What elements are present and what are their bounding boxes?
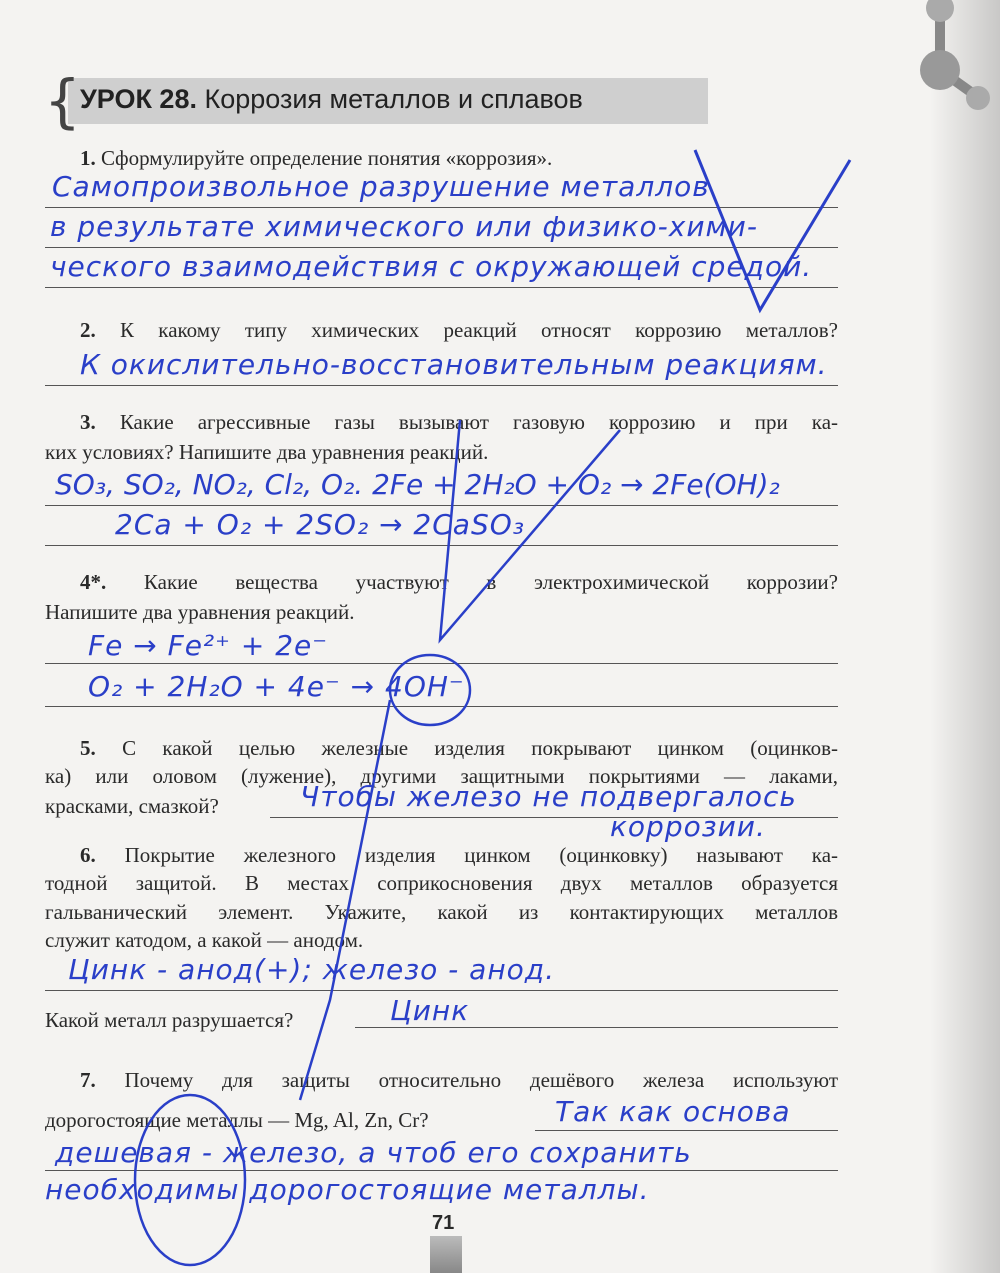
brace-icon: {: [44, 67, 81, 135]
circle-mark: [390, 655, 470, 725]
page-number: 71: [432, 1212, 455, 1234]
question-1: 1. Сформулируйте определение понятия «коррозия».: [80, 146, 553, 170]
answer-4-line-1: Fe → Fe²⁺ + 2e⁻: [88, 629, 329, 662]
question-7-line-2: дорогостоящие металлы — Mg, Al, Zn, Cr?: [45, 1108, 429, 1132]
answer-3-line-1: SO₃, SO₂, NO₂, Cl₂, O₂. 2Fe + 2H₂O + O₂ → 2Fe(OH)₂: [55, 468, 780, 501]
question-6-line-2: тодной защитой. В местах соприкосновения двух металлов образуется: [45, 871, 838, 895]
check-mark: [695, 150, 850, 310]
question-4-line-2: Напишите два уравнения реакций.: [45, 600, 355, 624]
check-mark: [440, 420, 620, 640]
question-5-line-1: 5. С какой целью железные изделия покрывают цинком (оцинков-: [80, 736, 839, 760]
answer-5-line-2: коррозии.: [610, 810, 766, 843]
question-6-line-4: служит катодом, а какой — анодом.: [45, 928, 364, 952]
answer-6: Цинк - анод(+); железо - анод.: [68, 953, 556, 986]
answer-3-line-2: 2Ca + O₂ + 2SO₂ → 2CaSO₃: [115, 508, 525, 541]
answer-7-line-2: дешевая - железо, а чтоб его сохранить: [55, 1136, 692, 1169]
answer-2: К окислительно-восстановительным реакциям.: [80, 348, 828, 381]
question-3-line-1: 3. Какие агрессивные газы вызывают газовую коррозию и при ка-: [80, 410, 839, 434]
lesson-title: УРОК 28. Коррозия металлов и сплавов: [80, 84, 583, 114]
answer-5-line-1: Чтобы железо не подвергалось: [300, 780, 797, 813]
answer-7-line-3: необходимы дорогостоящие металлы.: [45, 1173, 650, 1206]
answer-4-line-2: O₂ + 2H₂O + 4e⁻ → 4OH⁻: [88, 670, 465, 703]
question-6-line-3: гальванический элемент. Укажите, какой из контактирующих металлов: [45, 900, 838, 924]
answer-7-line-1: Так как основа: [555, 1095, 791, 1128]
answer-6-sub: Цинк: [390, 994, 470, 1027]
question-6-sub: Какой металл разрушается?: [45, 1008, 294, 1032]
question-5-line-2: ка) или оловом (лужение), другими защитными покрытиями — лаками,: [45, 764, 838, 788]
answer-1-line-2: в результате химического или физико-хими-: [50, 210, 758, 243]
question-4-line-1: 4*. Какие вещества участвуют в электрохимической коррозии?: [80, 570, 838, 594]
answer-1-line-3: ческого взаимодействия с окружающей средой.: [50, 250, 813, 283]
answer-1-line-1: Самопроизвольное разрушение металлов: [52, 170, 710, 203]
question-5-line-3: красками, смазкой?: [45, 794, 219, 818]
question-3-line-2: ких условиях? Напишите два уравнения реакций.: [45, 440, 489, 464]
stroke-mark: [300, 700, 390, 1100]
question-2: 2. К какому типу химических реакций относят коррозию металлов?: [80, 318, 839, 342]
question-7-line-1: 7. Почему для защиты относительно дешёвого железа используют: [80, 1068, 838, 1092]
circle-mark: [135, 1095, 245, 1265]
question-6-line-1: 6. Покрытие железного изделия цинком (оцинковку) называют ка-: [80, 843, 839, 867]
